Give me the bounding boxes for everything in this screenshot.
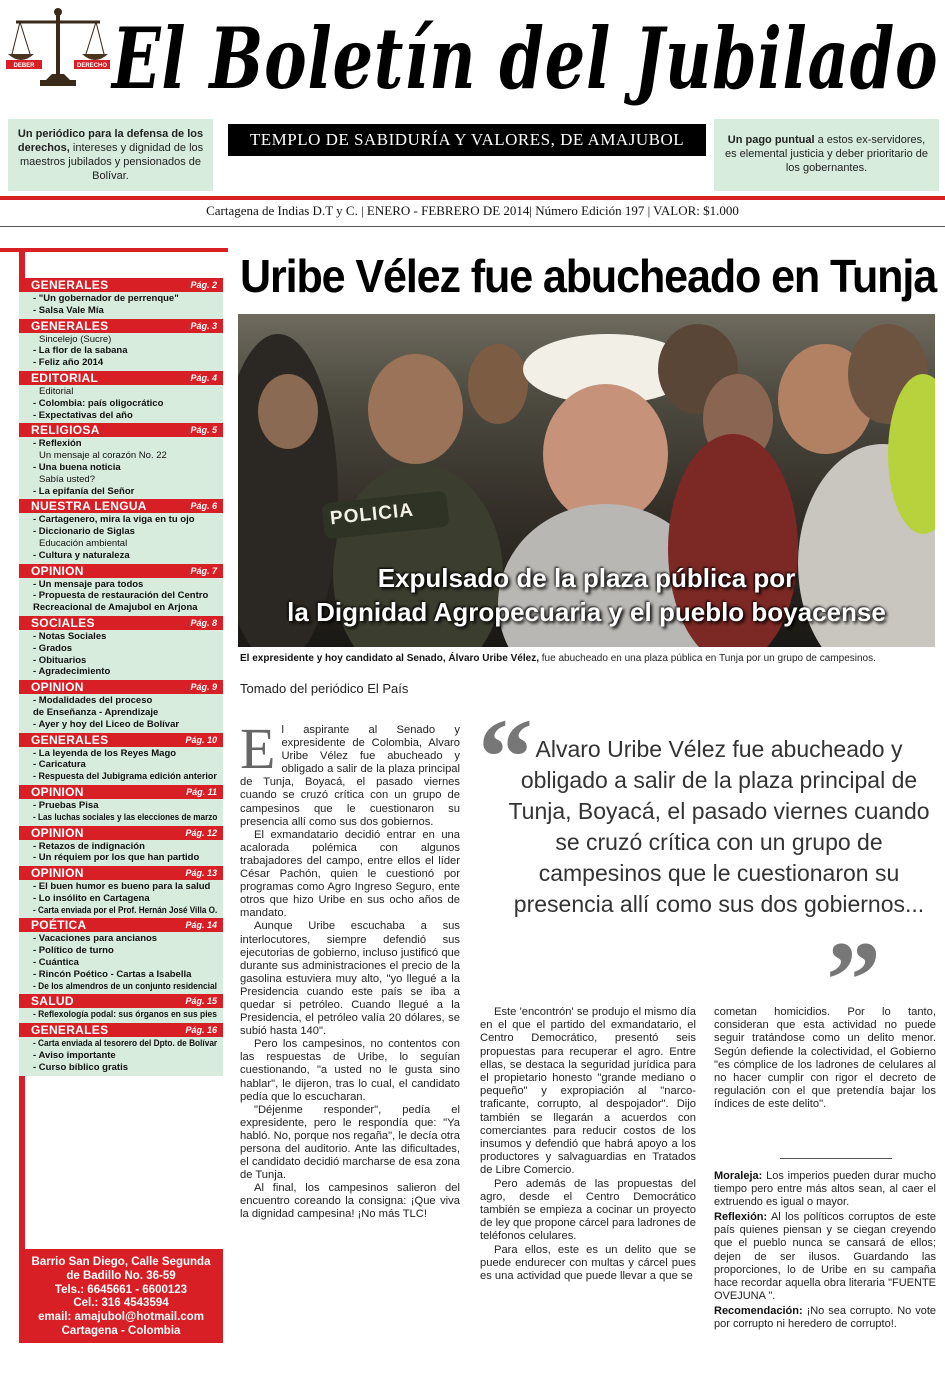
mission-bold: Un periódico para la defensa de los derechos, bbox=[17, 128, 204, 154]
index-section-page: Pág. 9 bbox=[190, 682, 217, 693]
index-section-name: OPINION bbox=[31, 563, 84, 578]
index-section bbox=[19, 994, 223, 1023]
index-section-items bbox=[19, 840, 223, 867]
index-section-page: Pág. 2 bbox=[190, 280, 217, 290]
index-item[interactable]: - De los almendros de un conjunto residencial bbox=[33, 980, 217, 992]
index-section-name: SALUD bbox=[31, 994, 74, 1009]
index-section-items bbox=[19, 799, 223, 826]
index-section-items bbox=[19, 1037, 223, 1075]
index-item[interactable]: - Cultura y naturaleza bbox=[33, 549, 130, 561]
article-column-2 bbox=[480, 1006, 696, 1283]
index-section-items bbox=[19, 333, 223, 371]
photo-caption bbox=[240, 653, 876, 665]
address-line: Cartagena - Colombia bbox=[61, 1324, 181, 1337]
index-section-header[interactable] bbox=[19, 680, 223, 694]
address-line: Tels.: 6645661 - 6600123 bbox=[54, 1283, 188, 1296]
police-badge-text: POLICIA bbox=[329, 499, 415, 530]
lead-text: l aspirante al Senado y expresidente de Colombia, Alvaro Uribe Vélez fue abucheado y obligado a salir de la plaza principal de Tunja, Boyacá, el pasado viernes cuando se cruzó crítica con un grupo de campesinos que le cuestionaron su presencia allí como sus dos gobiernos. bbox=[240, 724, 460, 828]
article-column-3 bbox=[714, 1006, 936, 1112]
index-section bbox=[19, 826, 223, 867]
index-item[interactable]: - Colombia: país oligocrático bbox=[33, 397, 164, 409]
index-item[interactable]: Sabía usted? bbox=[39, 473, 95, 485]
note-text: ¡No sea corrupto. No vote por corrupto ni heredero de corrupto!. bbox=[714, 1304, 936, 1331]
index-item[interactable]: - Salsa Vale Mía bbox=[33, 304, 104, 316]
dateline-rule bbox=[0, 226, 945, 227]
quote-open-mark: “ bbox=[478, 696, 533, 818]
index-item[interactable]: - Propuesta de restauración del Centro bbox=[33, 590, 209, 602]
address-line: Cel.: 316 4543594 bbox=[73, 1297, 169, 1310]
index-section-name: NUESTRA LENGUA bbox=[31, 499, 147, 514]
index-item[interactable]: - Notas Sociales bbox=[33, 630, 107, 642]
index-item[interactable]: - Reflexología podal: sus órganos en sus pies bbox=[33, 1009, 217, 1021]
index-top-rule bbox=[0, 248, 228, 252]
index-item[interactable]: - Político de turno bbox=[33, 945, 114, 957]
caption-bold: El expresidente y hoy candidato al Senado, Álvaro Uribe Vélez, bbox=[240, 653, 539, 664]
index-section-name: GENERALES bbox=[31, 278, 109, 292]
index-section-header[interactable] bbox=[19, 733, 223, 747]
index-item[interactable]: - Cartagenero, mira la viga en tu ojo bbox=[33, 514, 195, 526]
index-section-name: OPINION bbox=[31, 680, 84, 695]
note-paragraph bbox=[714, 1211, 936, 1303]
index-section-name: SOCIALES bbox=[31, 615, 95, 630]
article-paragraph: "Déjenme responder", pedía el expresidente, pero le respondía que: "Ya habló. No, porque nos regaña", le decía otra persona del auditorio. Ante las dificultades, el candidato decidió marcharse de esa zona de Tunja. bbox=[240, 1103, 460, 1182]
index-item[interactable]: - Respuesta del Jubigrama edición anterior bbox=[33, 771, 217, 783]
index-section bbox=[19, 319, 223, 371]
index-section bbox=[19, 785, 223, 826]
index-section-page: Pág. 7 bbox=[190, 565, 217, 576]
index-section-name: POÉTICA bbox=[31, 918, 87, 933]
index-section bbox=[19, 499, 223, 563]
index-section-header[interactable] bbox=[19, 785, 223, 799]
index-item[interactable]: Recreacional de Amajubol en Arjona bbox=[33, 602, 198, 614]
index-section-page: Pág. 3 bbox=[190, 320, 217, 331]
index-section-items bbox=[19, 292, 223, 319]
index-item[interactable]: Un mensaje al corazón No. 22 bbox=[39, 450, 167, 462]
index-section-items bbox=[19, 932, 223, 994]
pull-quote: Alvaro Uribe Vélez fue abucheado y obligado a salir de la plaza principal de Tunja, Boyacá, el pasado viernes cuando se cruzó crítica con un grupo de campesinos que le cuestionaron su presencia allí como sus dos gobiernos... bbox=[508, 736, 930, 917]
index-item[interactable]: - La leyenda de los Reyes Mago bbox=[33, 747, 177, 759]
index-item[interactable]: - Modalidades del proceso bbox=[33, 695, 153, 707]
address-line: Barrio San Diego, Calle Segunda bbox=[31, 1256, 211, 1268]
payment-box bbox=[714, 119, 939, 191]
index-item[interactable]: - La flor de la sabana bbox=[33, 345, 128, 357]
index-section bbox=[19, 278, 223, 319]
article-paragraph bbox=[240, 716, 460, 829]
payment-bold: Un pago puntual bbox=[727, 134, 815, 146]
index-section-name: RELIGIOSA bbox=[31, 423, 100, 438]
note-label: Recomendación: bbox=[714, 1304, 803, 1317]
index-panel bbox=[0, 248, 228, 1248]
contact-address-box bbox=[19, 1249, 223, 1343]
address-line[interactable]: email: amajubol@hotmail.com bbox=[38, 1311, 204, 1324]
note-paragraph bbox=[714, 1305, 936, 1331]
index-section bbox=[19, 918, 223, 994]
index-item[interactable]: - Lo insólito en Cartagena bbox=[33, 892, 150, 904]
index-section-header[interactable] bbox=[19, 278, 223, 292]
index-item[interactable]: Educación ambiental bbox=[39, 537, 128, 549]
photo-overlay-line-2: la Dignidad Agropecuaria y el pueblo boyacense bbox=[287, 597, 886, 627]
index-section-header[interactable] bbox=[19, 564, 223, 578]
scale-of-justice-logo bbox=[6, 6, 110, 90]
index-item[interactable]: - Obituarios bbox=[33, 654, 87, 666]
index-section-name: GENERALES bbox=[31, 732, 109, 747]
article-paragraph: Aunque Uribe escuchaba a sus interlocutores, siempre defendió sus ejecutorias de gobierno, incluso justificó que durante sus administraciones el precio de la gasolina estuviera muy alto, "yo llegué a la Presidencia cuando este país se iba a quedar si petróleo. Cuando llegué a la Presidencia, el petróleo valía 20 dólares, se subió hasta 140". bbox=[240, 920, 460, 1038]
index-item[interactable]: - Grados bbox=[33, 642, 73, 654]
index-section-page: Pág. 15 bbox=[185, 996, 217, 1007]
index-item[interactable]: Sincelejo (Sucre) bbox=[39, 333, 112, 345]
article-paragraph: El exmandatario decidió entrar en una acalorada polémica con algunos trabajadores del campo, entre ellos el líder César Pachón, quien le cuestionó por programas como Agro Ingreso Seguro, ente otros que hizo Uribe en sus ocho años de mandato. bbox=[240, 828, 460, 920]
index-section-items bbox=[19, 1008, 223, 1023]
index-section-name: OPINION bbox=[31, 825, 84, 840]
index-section-header[interactable] bbox=[19, 918, 223, 932]
index-section-items bbox=[19, 694, 223, 732]
index-item[interactable]: - "Un gobernador de perrenque" bbox=[33, 293, 179, 304]
headline: Uribe Vélez fue abucheado en Tunja bbox=[240, 250, 937, 302]
index-section-items bbox=[19, 880, 223, 918]
index-section-page: Pág. 16 bbox=[185, 1025, 217, 1036]
index-item[interactable]: - Un mensaje para todos bbox=[33, 578, 144, 590]
notes-box bbox=[714, 1170, 936, 1333]
index-section-items bbox=[19, 385, 223, 423]
index-item[interactable]: - Ayer y hoy del Liceo de Bolívar bbox=[33, 718, 180, 730]
scale-right-label: DERECHO bbox=[76, 63, 108, 69]
index-section-page: Pág. 6 bbox=[190, 501, 217, 512]
index-section-page: Pág. 8 bbox=[190, 617, 217, 628]
index-item[interactable]: - Curso bíblico gratis bbox=[33, 1061, 129, 1073]
address-line: de Badillo No. 36-59 bbox=[66, 1269, 176, 1282]
index-item[interactable]: - Vacaciones para ancianos bbox=[33, 933, 158, 945]
mission-text: intereses y dignidad de los maestros jubilados y pensionados de Bolívar. bbox=[19, 142, 204, 182]
index-section-header[interactable] bbox=[19, 866, 223, 880]
newspaper-title: El Boletín del Jubilado bbox=[112, 9, 939, 108]
drop-cap: E bbox=[240, 716, 276, 781]
index-section-header[interactable] bbox=[19, 1023, 223, 1037]
index-section-items bbox=[19, 513, 223, 563]
index-item[interactable]: - Reflexión bbox=[33, 438, 82, 450]
article-column-1 bbox=[240, 716, 460, 1222]
index-section-page: Pág. 5 bbox=[190, 425, 217, 436]
index-section bbox=[19, 866, 223, 918]
index-section-name: GENERALES bbox=[31, 1023, 109, 1038]
index-item[interactable]: - Expectativas del año bbox=[33, 409, 133, 421]
caption-text: fue abucheado en una plaza pública en Tunja por un grupo de campesinos. bbox=[538, 653, 876, 664]
index-section bbox=[19, 564, 223, 616]
index-section-items bbox=[19, 630, 223, 680]
index-section-page: Pág. 14 bbox=[185, 920, 217, 931]
photo-overlay-line-1: Expulsado de la plaza pública por bbox=[377, 563, 796, 593]
index-section-page: Pág. 12 bbox=[185, 827, 217, 838]
index-section-items bbox=[19, 747, 223, 785]
masthead-red-rule bbox=[0, 196, 945, 200]
index-section-header[interactable] bbox=[19, 499, 223, 513]
notes-divider bbox=[780, 1158, 892, 1159]
note-text: Los imperios pueden durar mucho tiempo pero entre más altos sean, al caer el extruendo es igual o mayor. bbox=[714, 1170, 936, 1209]
index-item[interactable]: de Enseñanza - Aprendizaje bbox=[33, 706, 159, 718]
index-section-items bbox=[19, 437, 223, 499]
article-source: Tomado del periódico El País bbox=[240, 681, 409, 696]
index-section-page: Pág. 10 bbox=[185, 734, 217, 745]
index-section-page: Pág. 11 bbox=[186, 786, 217, 797]
index-item[interactable]: - Un réquiem por los que han partido bbox=[33, 852, 200, 864]
index-section bbox=[19, 1023, 223, 1075]
note-paragraph bbox=[714, 1170, 936, 1209]
index-item[interactable]: Editorial bbox=[39, 385, 74, 397]
index-section-name: EDITORIAL bbox=[31, 370, 99, 385]
index-item[interactable]: - Retazos de indignación bbox=[33, 840, 145, 852]
scale-left-label: DEBER bbox=[13, 63, 35, 69]
index-section-header[interactable] bbox=[19, 319, 223, 333]
index-section-name: OPINION bbox=[31, 866, 84, 881]
index-item[interactable]: - Una buena noticia bbox=[33, 461, 121, 473]
index-section-page: Pág. 13 bbox=[185, 868, 217, 879]
index-section-header[interactable] bbox=[19, 616, 223, 630]
index-section bbox=[19, 616, 223, 680]
index-item[interactable]: - La epifanía del Señor bbox=[33, 485, 135, 497]
index-section-page: Pág. 4 bbox=[190, 372, 217, 383]
article-paragraph: Este 'encontrón' se produjo el mismo día en el que el partido del exmandatario, el Centro Democrático, presentó seis propuestas para recuperar el agro. Entre ellas, se destaca la seguridad jurídica para el propietario honesto "grande mediano o pequeño" y expropiación al "narco-traficante, corrupto, al despojador". Dijo también se llegarán a acuerdos con comerciantes para reducir costos de los insumos y defendió que habrá apoyo a los productores y salvaguardias en Tratados de Libre Comercio. bbox=[480, 1006, 696, 1177]
index-item[interactable]: - Pruebas Pisa bbox=[33, 799, 99, 811]
article-paragraph: Al final, los campesinos salieron del encuentro coreando la consigna: ¡Que viva la dignidad campesina! ¡No más TLC! bbox=[240, 1182, 460, 1221]
index-item[interactable]: - Agradecimiento bbox=[33, 666, 111, 678]
note-text: Al los políticos corruptos de este país quienes piensan y se ciegan creyendo que el pueblo nunca se cansará de ellos; dejen de ser ilusos. Guardando las proporciones, lo de Uribe en su campaña hace recordar aquella obra literaria "FUENTE OVEJUNA ". bbox=[714, 1211, 936, 1302]
index-section-header[interactable] bbox=[19, 994, 223, 1008]
index-item[interactable]: - Rincón Poético - Cartas a Isabella bbox=[33, 968, 192, 980]
payment-text: a estos ex-servidores, es elemental justicia y deber prioritario de los gobernantes. bbox=[725, 134, 928, 174]
note-label: Moraleja: bbox=[714, 1170, 763, 1182]
index-section-header[interactable] bbox=[19, 423, 223, 437]
article-paragraph: cometan homicidios. Por lo tanto, consideran que esta actividad no puede seguir tratándose como un delito menor. Según defiende la colectividad, el Gobierno "es cómplice de los ladrones de celulares al no hacer cumplir con rigor el decreto de regulación con el que pretendía bajar los índices de este delito". bbox=[714, 1006, 936, 1111]
index-item[interactable]: - Las luchas sociales y las elecciones de marzo bbox=[33, 811, 218, 823]
index-item[interactable]: - Cuántica bbox=[33, 957, 79, 969]
index-section bbox=[19, 371, 223, 423]
index-item[interactable]: - Carta enviada al tesorero del Dpto. de Bolívar bbox=[33, 1038, 218, 1050]
mission-box bbox=[8, 119, 213, 191]
index-item[interactable]: - Diccionario de Siglas bbox=[33, 526, 135, 538]
article-paragraph: Pero los campesinos, no contentos con las respuestas de Uribe, lo seguían cuestionando, "a usted no le gusta sino hablar", le dijeron, tras lo cual, el candidato pedía que lo escucharan. bbox=[240, 1038, 460, 1103]
index-section bbox=[19, 733, 223, 785]
index-section bbox=[19, 423, 223, 499]
index-section-header[interactable] bbox=[19, 826, 223, 840]
tagline: TEMPLO DE SABIDURÍA Y VALORES, DE AMAJUBOL bbox=[228, 124, 706, 156]
index-section bbox=[19, 680, 223, 732]
index-list bbox=[19, 278, 223, 1076]
quote-close-mark: ” bbox=[826, 919, 881, 1041]
index-item[interactable]: - Carta enviada por el Prof. Hernán José Villa O. bbox=[33, 904, 218, 916]
index-item[interactable]: - El buen humor es bueno para la salud bbox=[33, 881, 211, 893]
index-item[interactable]: - Aviso importante bbox=[33, 1050, 116, 1062]
index-section-name: OPINION bbox=[31, 784, 84, 799]
dateline: Cartagena de Indias D.T y C. | ENERO - FEBRERO DE 2014| Número Edición 197 | VALOR: $1.000 bbox=[206, 203, 739, 218]
index-section-items bbox=[19, 578, 223, 616]
index-section-header[interactable] bbox=[19, 371, 223, 385]
index-item[interactable]: - Caricatura bbox=[33, 759, 86, 771]
note-label: Reflexión: bbox=[714, 1211, 768, 1224]
article-paragraph: Para ellos, este es un delito que se puede endurecer con multas y cárcel pues es una actividad que puede llevar a que se bbox=[480, 1243, 696, 1283]
article-paragraph: Pero además de las propuestas del agro, desde el Centro Democrático también se empieza a cocinar un proyecto de ley que propone cárcel para ladrones de teléfonos celulares. bbox=[480, 1177, 696, 1243]
index-item[interactable]: - Feliz año 2014 bbox=[33, 357, 104, 369]
index-section-name: GENERALES bbox=[31, 318, 109, 333]
